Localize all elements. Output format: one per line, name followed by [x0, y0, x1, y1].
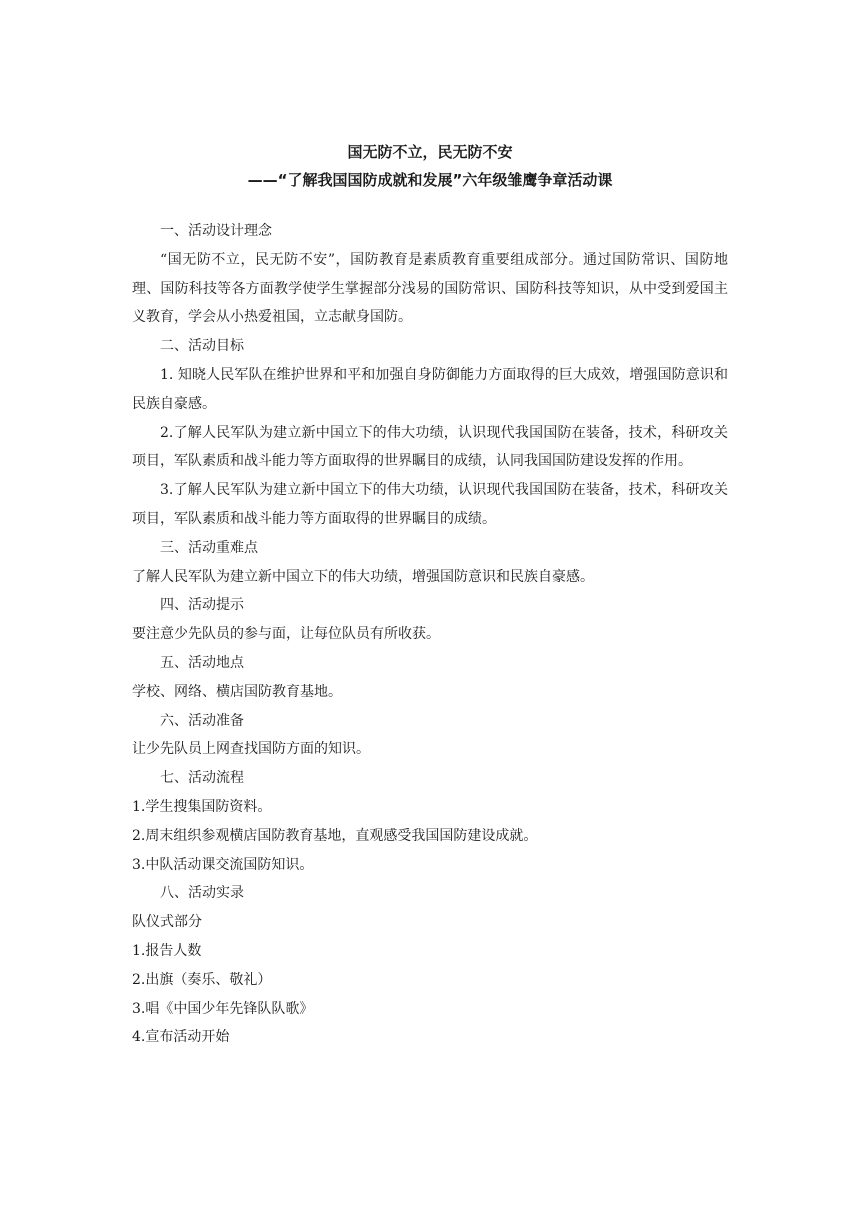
- record-item-1: 1.报告人数: [132, 942, 202, 959]
- section-body-key-points: 了解人民军队为建立新中国立下的伟大功绩，增强国防意识和民族自豪感。: [132, 568, 594, 585]
- section-body-design-concept: “国无防不立，民无防不安”，国防教育是素质教育重要组成部分。通过国防常识、国防地理、国防科技等各方面教学使学生掌握部分浅易的国防常识、国防科技等知识，从中受到爱国主义教育，学会从小热爱祖国，立志献身国防。: [132, 251, 728, 326]
- section-heading-goals: 二、活动目标: [160, 338, 244, 355]
- record-item-3: 3.唱《中国少年先锋队队歌》: [132, 1000, 314, 1017]
- section-heading-record: 八、活动实录: [160, 885, 244, 902]
- process-item-2: 2.周末组织参观横店国防教育基地，直观感受我国国防建设成就。: [132, 827, 538, 844]
- document-body: [132, 138, 728, 1052]
- goal-item-3: 3.了解人民军队为建立新中国立下的伟大功绩，认识现代我国国防在装备，技术，科研攻关项目，军队素质和战斗能力等方面取得的世界瞩目的成绩。: [132, 482, 728, 527]
- section-heading-process: 七、活动流程: [160, 770, 244, 787]
- title-spacer: [132, 194, 728, 217]
- process-item-1: 1.学生搜集国防资料。: [132, 798, 272, 815]
- section-heading-tips: 四、活动提示: [160, 597, 244, 614]
- section-heading-design-concept: 一、活动设计理念: [160, 223, 272, 239]
- section-heading-location: 五、活动地点: [160, 654, 244, 671]
- goal-item-2: 2.了解人民军队为建立新中国立下的伟大功绩，认识现代我国国防在装备，技术，科研攻关项目，军队素质和战斗能力等方面取得的世界瞩目的成绩，认同我国国防建设发挥的作用。: [132, 424, 728, 470]
- record-item-4: 4.宣布活动开始: [132, 1029, 230, 1046]
- document-subtitle: ——“了解我国国防成就和发展”六年级雏鹰争章活动课: [247, 171, 613, 189]
- section-body-location: 学校、网络、横店国防教育基地。: [132, 683, 342, 700]
- section-heading-preparation: 六、活动准备: [160, 712, 244, 729]
- record-item-2: 2.出旗（奏乐、敬礼）: [132, 971, 272, 988]
- document-title: 国无防不立，民无防不安: [347, 143, 513, 161]
- section-body-tips: 要注意少先队员的参与面，让每位队员有所收获。: [132, 626, 440, 643]
- goal-item-1: 1. 知晓人民军队在维护世界和平和加强自身防御能力方面取得的巨大成效，增强国防意识和民族自豪感。: [132, 366, 728, 412]
- section-body-preparation: 让少先队员上网查找国防方面的知识。: [132, 741, 370, 758]
- record-subheading: 队仪式部分: [132, 914, 202, 931]
- section-heading-key-points: 三、活动重难点: [160, 539, 258, 556]
- process-item-3: 3.中队活动课交流国防知识。: [132, 856, 314, 873]
